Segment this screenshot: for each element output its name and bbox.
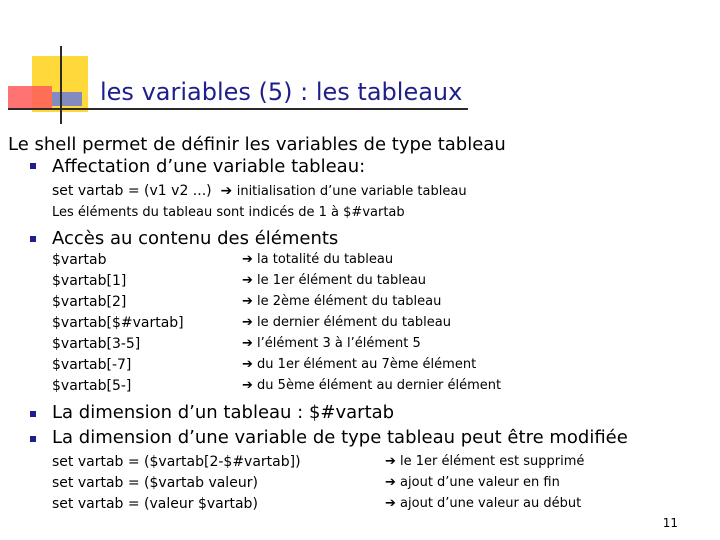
bullet-marker <box>30 411 36 417</box>
arrow-icon: ➔ <box>242 357 253 372</box>
decor-vertical-line <box>60 46 62 124</box>
acces-row-code: $vartab[5-] <box>52 378 132 394</box>
acces-row-code: $vartab[-7] <box>52 357 132 373</box>
bullet-affectation: Affectation d’une variable tableau: <box>52 156 366 177</box>
slide-title: les variables (5) : les tableaux <box>100 78 463 106</box>
arrow-icon: ➔ <box>242 336 253 351</box>
page-number: 11 <box>662 516 678 530</box>
arrow-icon: ➔ <box>385 475 396 490</box>
arrow-icon: ➔ <box>242 252 253 267</box>
acces-row-code: $vartab[$#vartab] <box>52 315 184 331</box>
modif-row-desc: ➔ le 1er élément est supprimé <box>385 454 585 469</box>
acces-row-desc: ➔ le 2ème élément du tableau <box>242 294 442 309</box>
bullet-marker <box>30 236 36 242</box>
acces-row-code: $vartab[3-5] <box>52 336 141 352</box>
bullet-acces: Accès au contenu des éléments <box>52 228 339 249</box>
bullet-dimension: La dimension d’un tableau : $#vartab <box>52 402 395 423</box>
acces-row-code: $vartab[1] <box>52 273 127 289</box>
acces-row-desc: ➔ la totalité du tableau <box>242 252 394 267</box>
acces-row-desc: ➔ l’élément 3 à l’élément 5 <box>242 336 421 351</box>
acces-row-code: $vartab[2] <box>52 294 127 310</box>
bullet-marker <box>30 436 36 442</box>
acces-row-desc: ➔ le 1er élément du tableau <box>242 273 427 288</box>
bullet-modification: La dimension d’une variable de type tableau peut être modifiée <box>52 427 628 448</box>
acces-row-desc: ➔ du 1er élément au 7ème élément <box>242 357 477 372</box>
arrow-icon: ➔ <box>242 378 253 393</box>
decor-red-square <box>8 86 52 110</box>
arrow-icon: ➔ <box>385 496 396 511</box>
decor-blue-square <box>52 92 82 106</box>
arrow-icon: ➔ <box>385 454 396 469</box>
modif-row-code: set vartab = (valeur $vartab) <box>52 496 258 512</box>
arrow-icon: ➔ <box>242 315 253 330</box>
bullet-marker <box>30 163 36 169</box>
acces-row-desc: ➔ le dernier élément du tableau <box>242 315 451 330</box>
arrow-icon: ➔ <box>242 273 253 288</box>
modif-row-desc: ➔ ajout d’une valeur en fin <box>385 475 560 490</box>
title-underline <box>8 108 468 110</box>
modif-row-code: set vartab = ($vartab valeur) <box>52 475 258 491</box>
affectation-code: set vartab = (v1 v2 ...) ➔ initialisation d’une variable tableau <box>52 183 467 199</box>
acces-row-code: $vartab <box>52 252 107 268</box>
affectation-note: Les éléments du tableau sont indicés de 1 à $#vartab <box>52 205 405 220</box>
intro-text: Le shell permet de définir les variables de type tableau <box>8 134 506 155</box>
acces-row-desc: ➔ du 5ème élément au dernier élément <box>242 378 502 393</box>
arrow-icon: ➔ <box>242 294 253 309</box>
modif-row-desc: ➔ ajout d’une valeur au début <box>385 496 582 511</box>
arrow-icon: ➔ <box>220 183 233 199</box>
modif-row-code: set vartab = ($vartab[2-$#vartab]) <box>52 454 301 470</box>
